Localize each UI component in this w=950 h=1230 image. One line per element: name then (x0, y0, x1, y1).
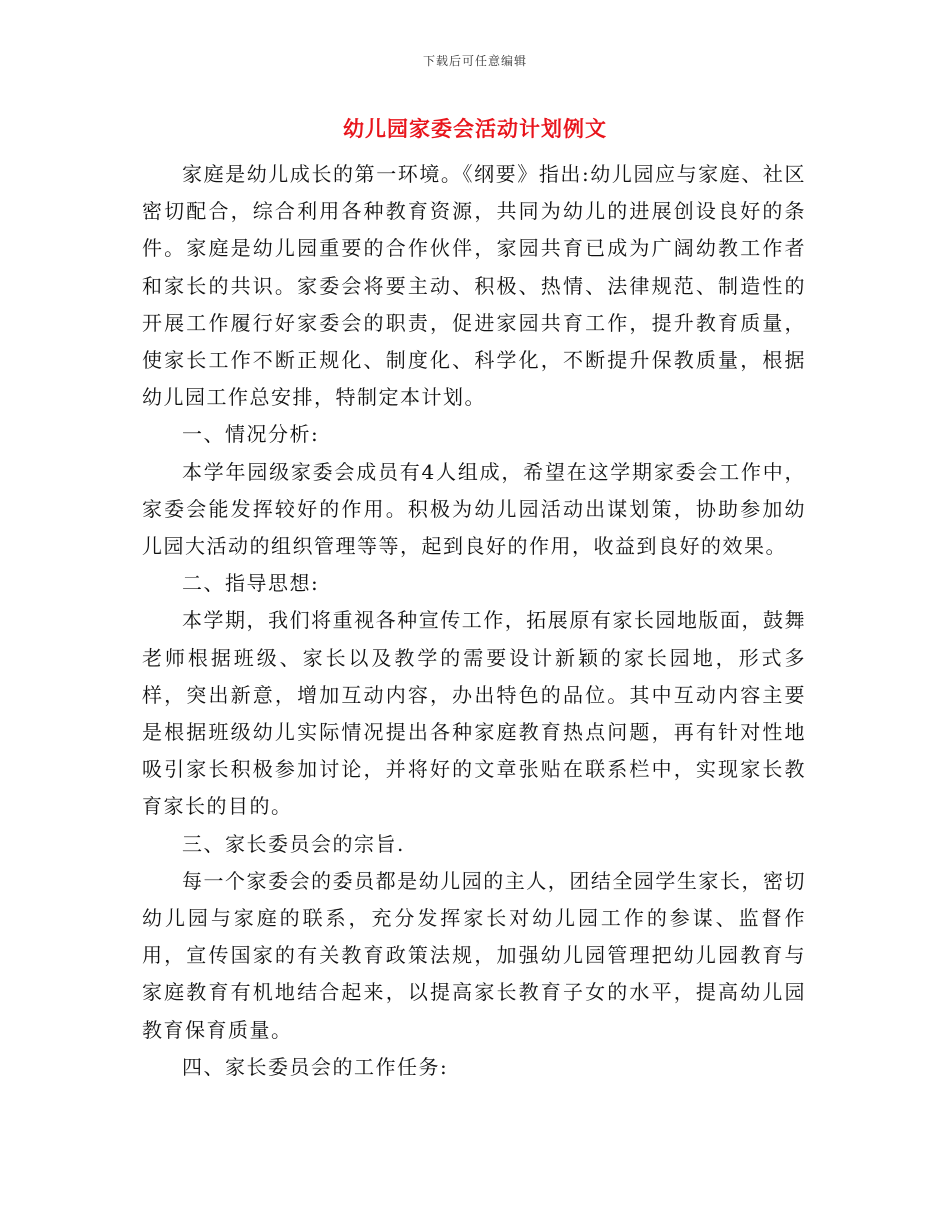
situation-analysis-paragraph: 本学年园级家委会成员有4人组成，希望在这学期家委会工作中，家委会能发挥较好的作用。积极为幼儿园活动出谋划策，协助参加幼儿园大活动的组织管理等等，起到良好的作用，收益到良好的效果。 (142, 459, 806, 559)
section-heading-tasks: 四、家长委员会的工作任务: (182, 1054, 449, 1079)
document-body (142, 156, 806, 1086)
header-note: 下载后可任意编辑 (422, 54, 527, 68)
guiding-thought-paragraph: 本学期，我们将重视各种宣传工作，拓展原有家长园地版面，鼓舞老师根据班级、家长以及教学的需要设计新颖的家长园地，形式多样，突出新意，增加互动内容，办出特色的品位。其中互动内容主要是根据班级幼儿实际情况提出各种家庭教育热点问题，再有针对性地吸引家长积极参加讨论，并将好的文章张贴在联系栏中，实现家长教育家长的目的。 (142, 608, 806, 819)
intro-paragraph: 家庭是幼儿成长的第一环境。《纲要》指出:幼儿园应与家庭、社区密切配合，综合利用各种教育资源，共同为幼儿的进展创设良好的条件。家庭是幼儿园重要的合作伙伴，家园共育已成为广阔幼教工作者和家长的共识。家委会将要主动、积极、热情、法律规范、制造性的开展工作履行好家委会的职责，促进家园共育工作，提升教育质量，使家长工作不断正规化、制度化、科学化，不断提升保教质量，根据幼儿园工作总安排，特制定本计划。 (142, 162, 806, 410)
section-heading-purpose: 三、家长委员会的宗旨. (182, 831, 405, 856)
purpose-paragraph: 每一个家委会的委员都是幼儿园的主人，团结全园学生家长，密切幼儿园与家庭的联系，充分发挥家长对幼儿园工作的参谋、监督作用，宣传国家的有关教育政策法规，加强幼儿园管理把幼儿园教育与家庭教育有机地结合起来，以提高家长教育子女的水平，提高幼儿园教育保育质量。 (142, 868, 806, 1042)
section-heading-situation-analysis: 一、情况分析: (182, 422, 320, 447)
document-title: 幼儿园家委会活动计划例文 (343, 116, 607, 141)
section-heading-guiding-thought: 二、指导思想: (182, 571, 320, 596)
